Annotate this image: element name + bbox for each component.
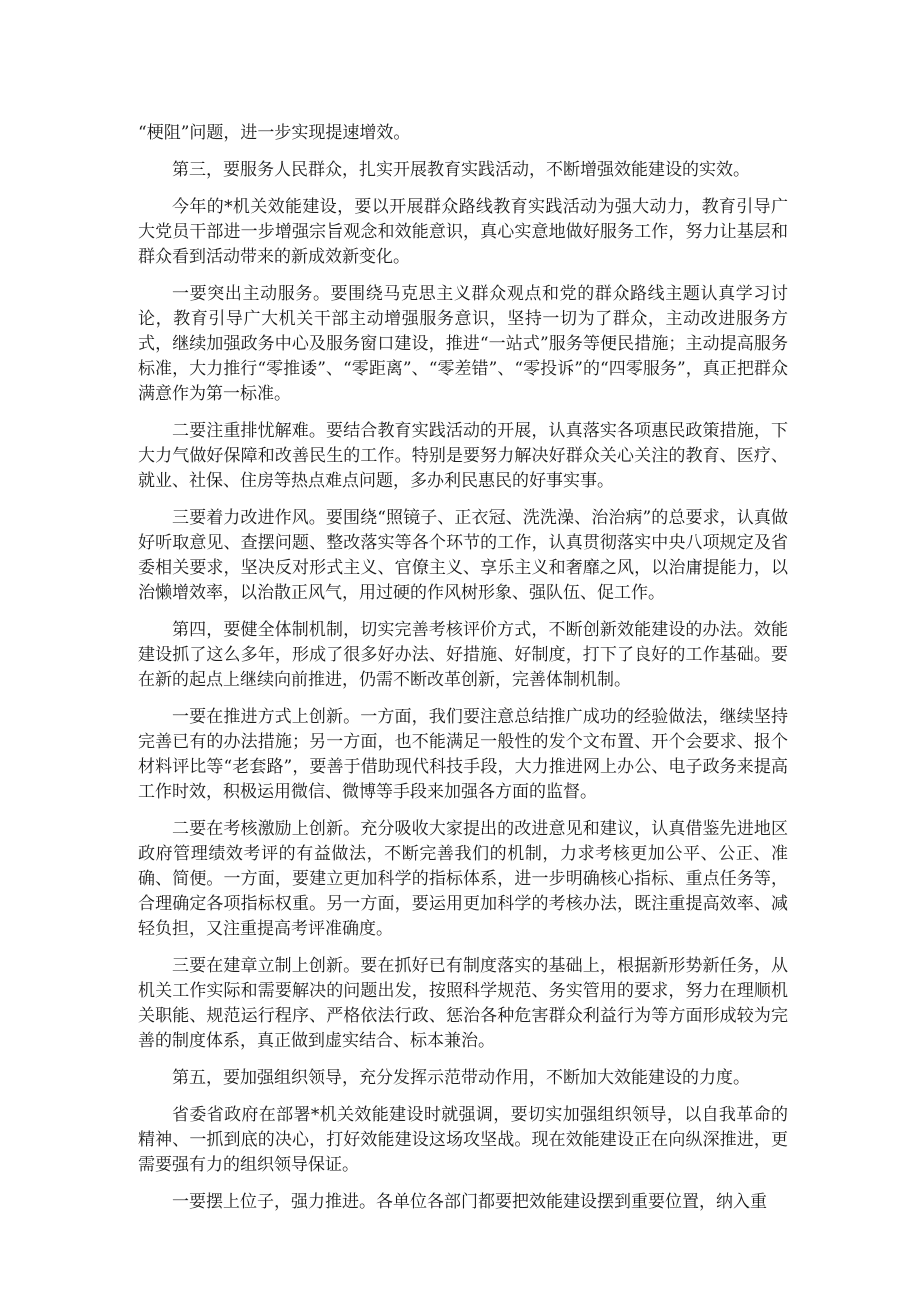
paragraph-continuation: “梗阻”问题，进一步实现提速增效。: [138, 123, 411, 143]
paragraph: 省委省政府在部署*机关效能建设时就强调，要切实加强组织领导，以自我革命的精神、一抓到底的决心，打好效能建设这场攻坚战。现在效能建设正在向纵深推进，更需要强有力的组织领导保证。: [138, 1105, 788, 1175]
paragraph-heading-fifth: 第五，要加强组织领导，充分发挥示范带动作用，不断加大效能建设的力度。: [172, 1068, 750, 1088]
paragraph-heading-fourth: 第四，要健全体制机制，切实完善考核评价方式，不断创新效能建设的办法。效能建设抓了这么多年，形成了很多好办法、好措施、好制度，打下了良好的工作基础。要在新的起点上继续向前推进，仍需不断改革创新，完善体制机制。: [138, 620, 788, 690]
paragraph: 二要在考核激励上创新。充分吸收大家提出的改进意见和建议，认真借鉴先进地区政府管理绩效考评的有益做法，不断完善我们的机制，力求考核更加公平、公正、准确、简便。一方面，要建立更加科学的指标体系，进一步明确核心指标、重点任务等，合理确定各项指标权重。另一方面，要运用更加科学的考核办法，既注重提高效率、减轻负担，又注重提高考评准确度。: [138, 819, 788, 939]
paragraph: 一要摆上位子，强力推进。各单位各部门都要把效能建设摆到重要位置，纳入重: [172, 1192, 767, 1212]
paragraph: 今年的*机关效能建设，要以开展群众路线教育实践活动为强大动力，教育引导广大党员干部进一步增强宗旨观念和效能意识，真心实意地做好服务工作，努力让基层和群众看到活动带来的新成效新变化。: [138, 197, 788, 267]
paragraph: 一要在推进方式上创新。一方面，我们要注意总结推广成功的经验做法，继续坚持完善已有的办法措施；另一方面，也不能满足一般性的发个文布置、开个会要求、报个材料评比等“老套路”，要善于借助现代科技手段，大力推进网上办公、电子政务来提高工作时效，积极运用微信、微博等手段来加强各方面的监督。: [138, 707, 788, 802]
paragraph: 一要突出主动服务。要围绕马克思主义群众观点和党的群众路线主题认真学习讨论，教育引导广大机关干部主动增强服务意识，坚持一切为了群众，主动改进服务方式，继续加强政务中心及服务窗口建设，推进“一站式”服务等便民措施；主动提高服务标准，大力推行“零推诿”、“零距离”、“零差错”、“零投诉”的“四零服务”，真正把群众满意作为第一标准。: [138, 284, 788, 404]
paragraph-heading-third: 第三，要服务人民群众，扎实开展教育实践活动，不断增强效能建设的实效。: [172, 160, 750, 180]
paragraph: 三要着力改进作风。要围绕“照镜子、正衣冠、洗洗澡、治治病”的总要求，认真做好听取意见、查摆问题、整改落实等各个环节的工作，认真贯彻落实中央八项规定及省委相关要求，坚决反对形式主义、官僚主义、享乐主义和奢靡之风，以治庸提能力，以治懒增效率，以治散正风气，用过硬的作风树形象、强队伍、促工作。: [138, 508, 788, 603]
document-body: [138, 121, 788, 1227]
paragraph: 三要在建章立制上创新。要在抓好已有制度落实的基础上，根据新形势新任务，从机关工作实际和需要解决的问题出发，按照科学规范、务实管用的要求，努力在理顺机关职能、规范运行程序、严格依法行政、惩治各种危害群众利益行为等方面形成较为完善的制度体系，真正做到虚实结合、标本兼治。: [138, 956, 788, 1051]
paragraph: 二要注重排忧解难。要结合教育实践活动的开展，认真落实各项惠民政策措施，下大力气做好保障和改善民生的工作。特别是要努力解决好群众关心关注的教育、医疗、就业、社保、住房等热点难点问题，多办利民惠民的好事实事。: [138, 421, 788, 491]
